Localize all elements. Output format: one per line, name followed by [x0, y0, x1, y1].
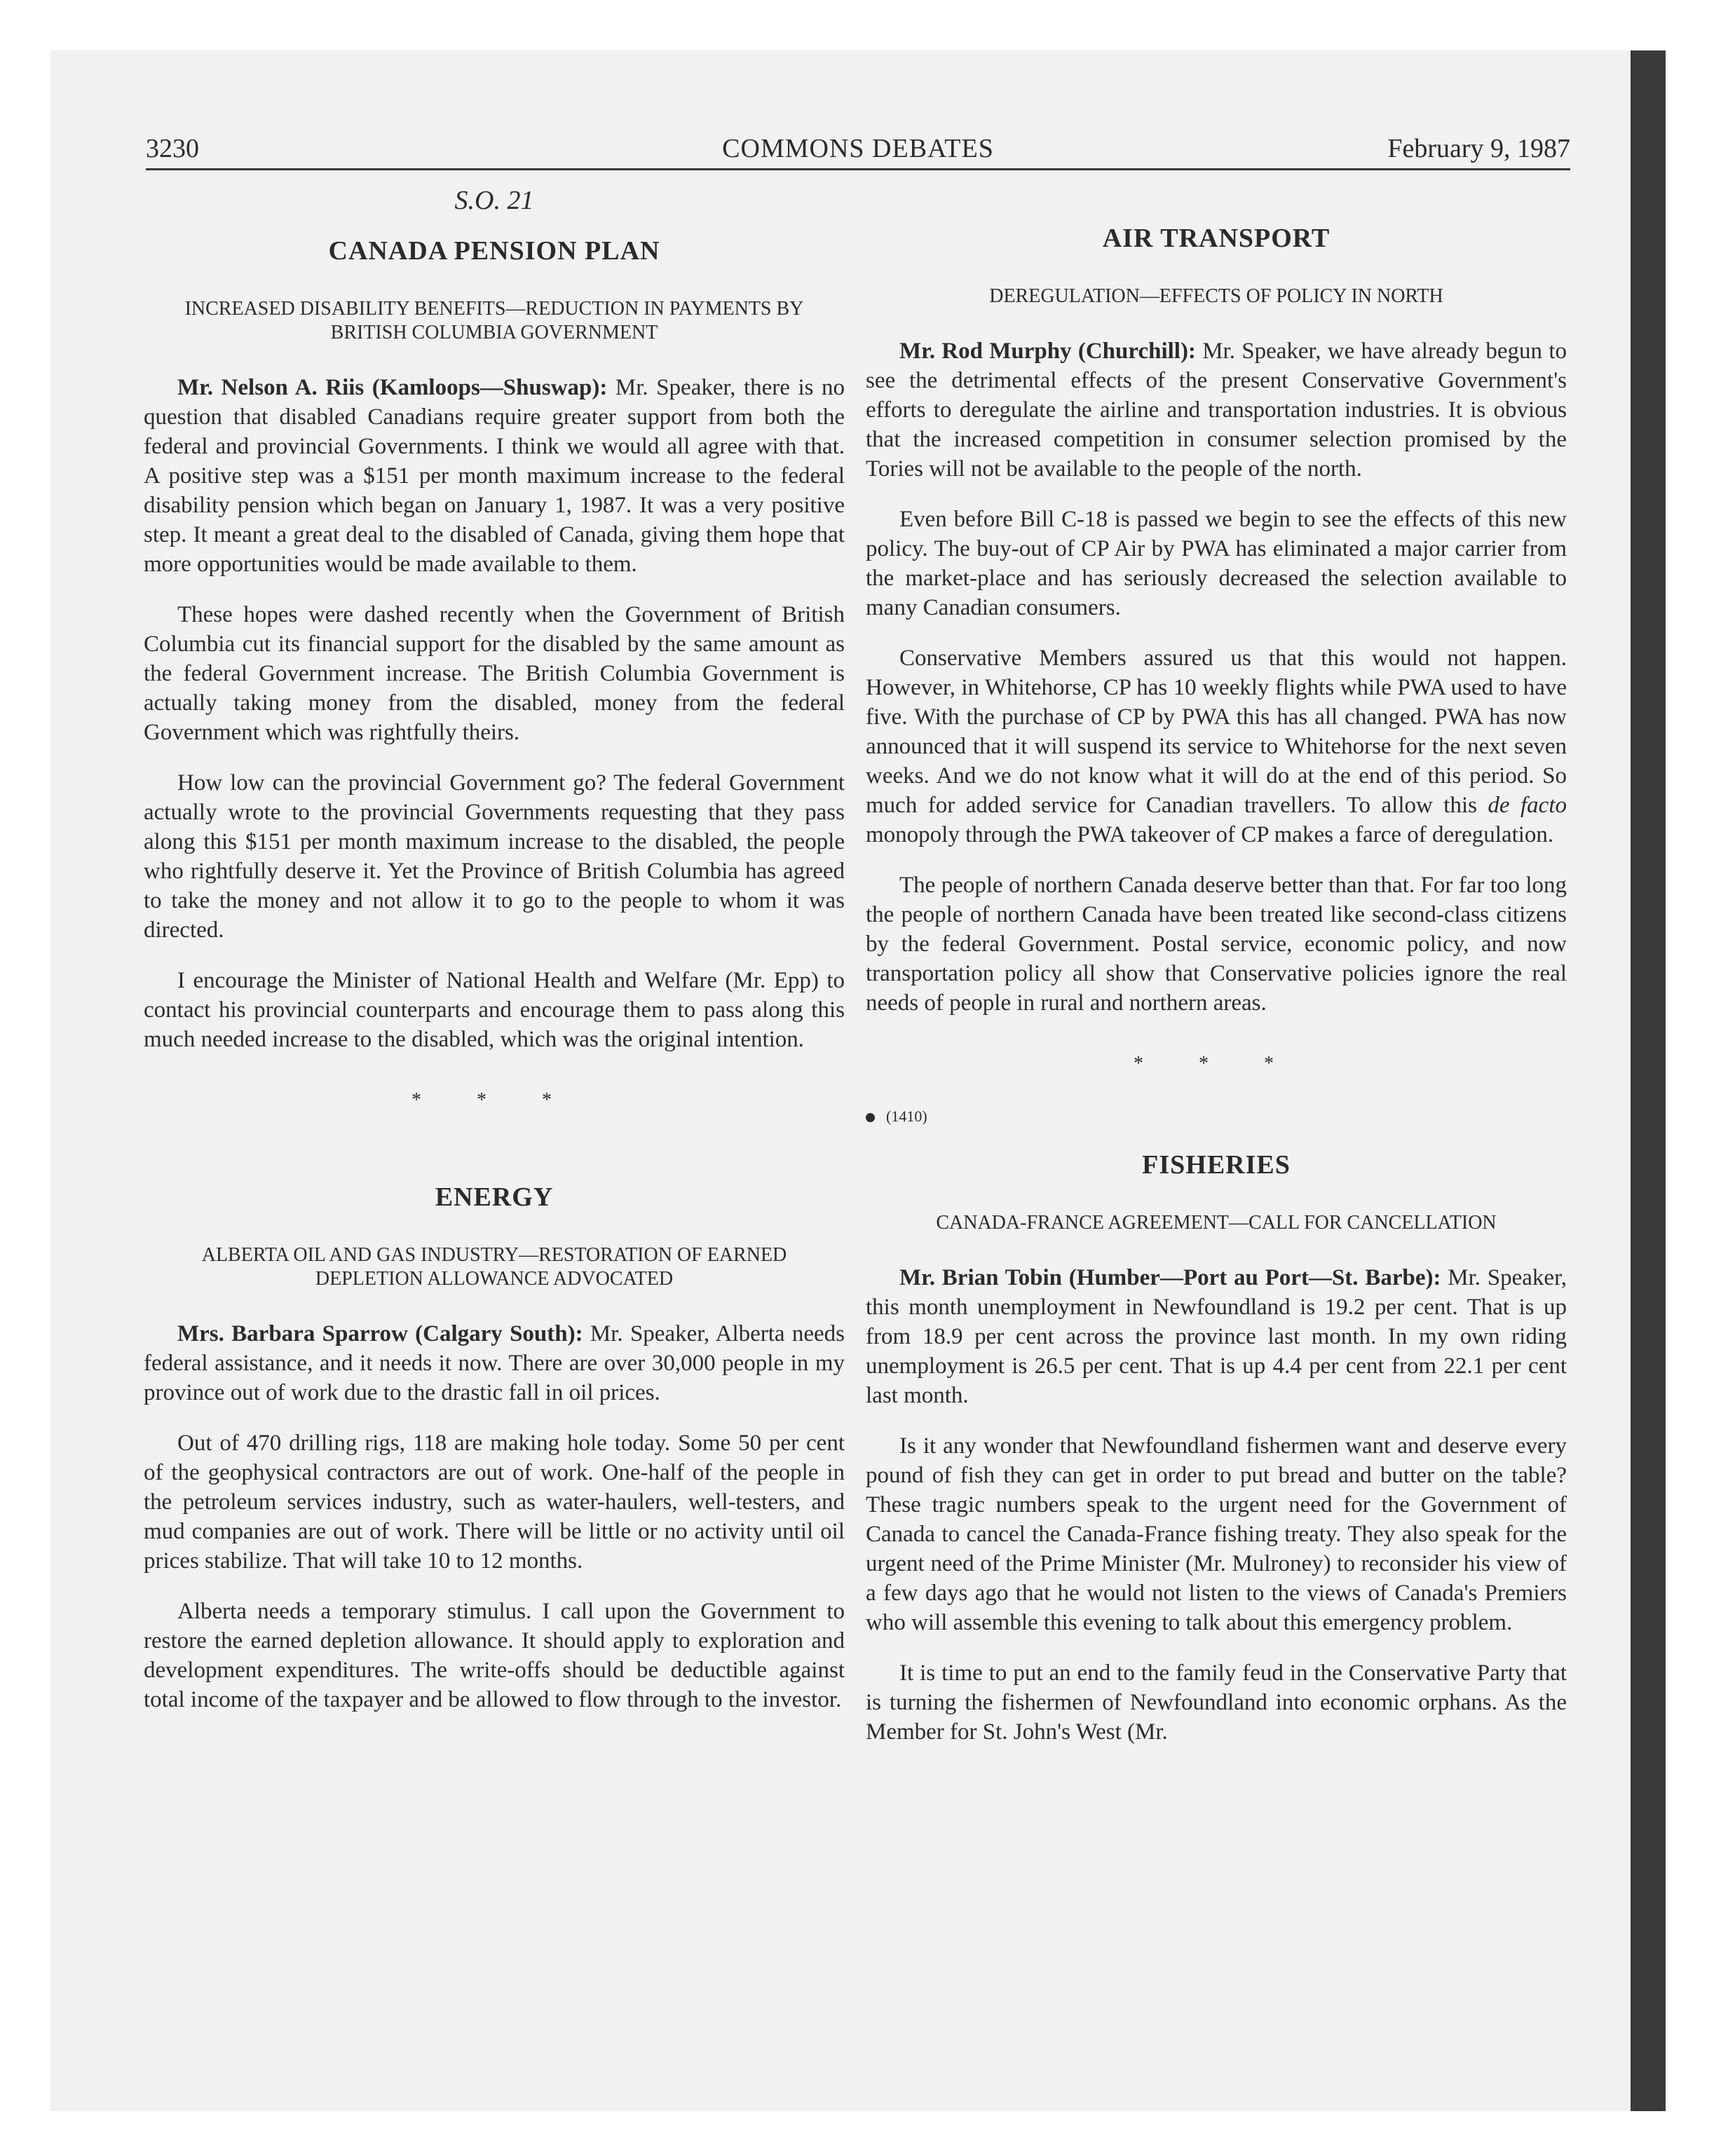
- section-separator: * * *: [1134, 1053, 1299, 1074]
- speaker-name: Mr. Rod Murphy (Churchill):: [899, 339, 1196, 364]
- paragraph-text: Mr. Speaker, there is no question that disabled Canadians require greater support from both the federal and provincial Governments. I think we would all agree with that. A positive step was a $151 per month maximum increase to the federal disability pension which began on January 1, 1987. It was a very positive step. It meant a great deal to the disabled of Canada, giving them hope that more opportunities would be made available to them.: [144, 375, 845, 577]
- page-number: 3230: [146, 134, 199, 163]
- section-title: FISHERIES: [1142, 1150, 1291, 1180]
- paragraph: Alberta needs a temporary stimulus. I call upon the Government to restore the earned depletion allowance. It should apply to exploration and development expenditures. The write-offs should be deductible against total income of the taxpayer and be allowed to flow through to the investor.: [144, 1599, 845, 1712]
- paragraph: [866, 643, 1567, 850]
- left-column: [144, 175, 845, 1735]
- paragraph-text: monopoly through the PWA takeover of CP makes a farce of deregulation.: [866, 822, 1554, 847]
- speaker-name: Mr. Nelson A. Riis (Kamloops—Shuswap):: [177, 375, 608, 400]
- paragraph: The people of northern Canada deserve better than that. For far too long the people of northern Canada have been treated like second-class citizens by the federal Government. Postal service, economic policy, and now transportation policy all show that Conservative policies ignore the real needs of people in rural and northern areas.: [866, 873, 1567, 1016]
- running-header: [146, 123, 1570, 170]
- paragraph: Out of 470 drilling rigs, 118 are making hole today. Some 50 per cent of the geophysical contractors are out of work. One-half of the people in the petroleum services industry, such as water-haulers, well-testers, and mud companies are out of work. There will be little or no activity until oil prices stabilize. That will take 10 to 12 months.: [144, 1431, 845, 1574]
- time-marker: [866, 1107, 1567, 1126]
- paragraph-text: Mr. Speaker, this month unemployment in Newfoundland is 19.2 per cent. That is up from 18.9 per cent across the province last month. In my own riding unemployment is 26.5 per cent. That is up 4.4 per cent from 22.1 per cent last month.: [866, 1265, 1567, 1408]
- italic-phrase: de facto: [1488, 793, 1567, 818]
- paragraph: Is it any wonder that Newfoundland fishermen want and deserve every pound of fish they can get in order to put bread and butter on the table? These tragic numbers speak to the urgent need for the Government of Canada to cancel the Canada-France fishing treaty. They also speak for the urgent need of the Prime Minister (Mr. Mulroney) to reconsider his view of a few days ago that he would not listen to the views of Canada's Premiers who will assemble this evening to talk about this emergency problem.: [866, 1433, 1567, 1635]
- section-subtitle: CANADA-FRANCE AGREEMENT—CALL FOR CANCELLATION: [936, 1212, 1497, 1234]
- paragraph: It is time to put an end to the family feud in the Conservative Party that is turning the fishermen of Newfoundland into economic orphans. As the Member for St. John's West (Mr.: [866, 1660, 1567, 1745]
- speaker-name: Mrs. Barbara Sparrow (Calgary South):: [177, 1321, 583, 1346]
- speaker-name: Mr. Brian Tobin (Humber—Port au Port—St. Barbe):: [899, 1265, 1441, 1290]
- publication-title: COMMONS DEBATES: [722, 134, 994, 163]
- paragraph: These hopes were dashed recently when the Government of British Columbia cut its financial support for the disabled by the same amount as the federal Government increase. The British Columbia Government is actually taking money from the disabled, money from the federal Government which was rightfully theirs.: [144, 602, 845, 745]
- standing-order-label: S.O. 21: [454, 186, 534, 215]
- paragraph: How low can the provincial Government go? The federal Government actually wrote to the provincial Governments requesting that they pass along this $151 per month maximum increase to the disabled, the people who rightfully deserve it. Yet the Province of British Columbia has agreed to take the money and not allow it to go to the people to whom it was directed.: [144, 770, 845, 943]
- section-subtitle: DEREGULATION—EFFECTS OF POLICY IN NORTH: [989, 285, 1443, 307]
- section-fisheries: [866, 1149, 1567, 1747]
- paragraph: [144, 373, 845, 579]
- right-column: [866, 223, 1567, 1768]
- section-title: CANADA PENSION PLAN: [328, 236, 660, 266]
- header-date: February 9, 1987: [1387, 134, 1570, 163]
- paragraph-text: Conservative Members assured us that this would not happen. However, in Whitehorse, CP has 10 weekly flights while PWA used to have five. With the purchase of CP by PWA this has all changed. PWA has now announced that it will suspend its service to Whitehorse for the next seven weeks. And we do not know what it will do at the end of this period. So much for added service for Canadian travellers. To allow this: [866, 646, 1567, 818]
- section-canada-pension-plan: [144, 236, 845, 1054]
- paragraph-text: Mr. Speaker, we have already begun to see the detrimental effects of the present Conservative Government's efforts to deregulate the airline and transportation industries. It is obvious that the increased competition in consumer selection promised by the Tories will not be available to the people of the north.: [866, 339, 1567, 482]
- section-energy: [144, 1182, 845, 1714]
- paragraph-text: Mr. Speaker, Alberta needs federal assistance, and it needs it now. There are over 30,000 people in my province out of work due to the drastic fall in oil prices.: [144, 1321, 845, 1405]
- paragraph: [866, 336, 1567, 484]
- time-marker-text: (1410): [886, 1107, 927, 1125]
- paragraph: [144, 1319, 845, 1407]
- section-subtitle: ALBERTA OIL AND GAS INDUSTRY—RESTORATION OF EARNED DEPLETION ALLOWANCE ADVOCATED: [201, 1244, 787, 1290]
- scan-edge-shadow: [1631, 50, 1666, 2111]
- section-title: ENERGY: [435, 1182, 554, 1212]
- section-title: AIR TRANSPORT: [1102, 224, 1331, 253]
- section-air-transport: [866, 223, 1567, 1018]
- paragraph: [866, 1263, 1567, 1410]
- paragraph: Even before Bill C-18 is passed we begin to see the effects of this new policy. The buy-out of CP Air by PWA has eliminated a major carrier from the market-place and has seriously decreased the selection available to many Canadian consumers.: [866, 507, 1567, 620]
- paragraph: I encourage the Minister of National Health and Welfare (Mr. Epp) to contact his provincial counterparts and encourage them to pass along this much needed increase to the disabled, which was the original intention.: [144, 968, 845, 1052]
- section-subtitle: INCREASED DISABILITY BENEFITS—REDUCTION IN PAYMENTS BY BRITISH COLUMBIA GOVERNMENT: [184, 298, 804, 343]
- section-separator: * * *: [411, 1089, 577, 1111]
- bullet-dot-icon: [866, 1113, 875, 1122]
